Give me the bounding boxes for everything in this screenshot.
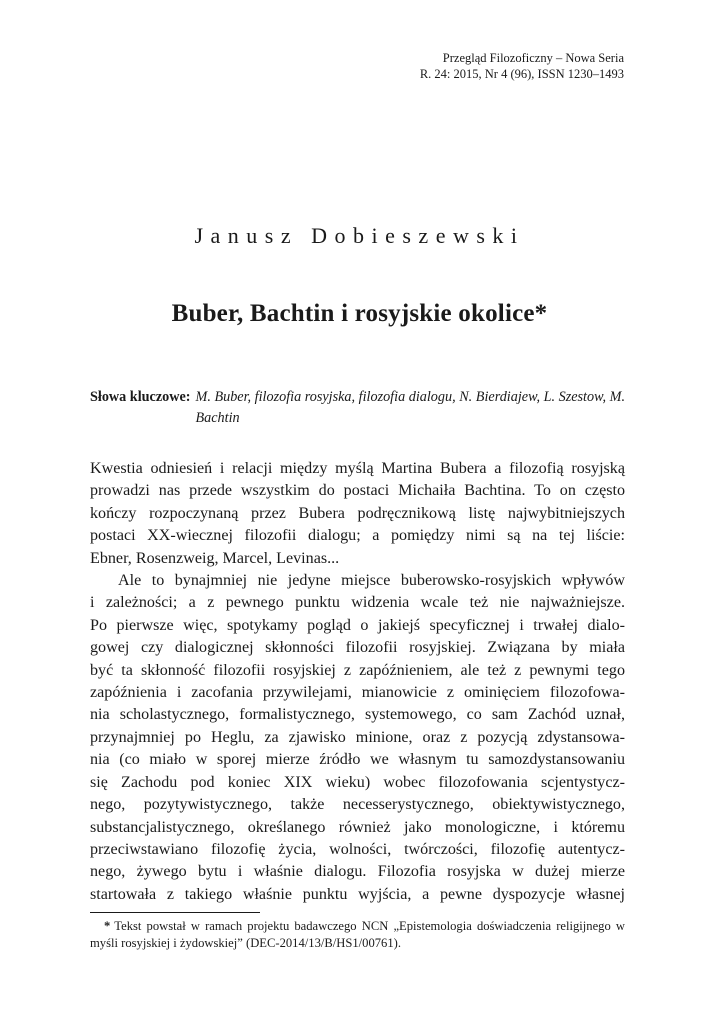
paragraph-1 <box>90 458 625 570</box>
text-line: prowadzi nas przede wszystkim do postaci Michaiła Bachtina. To on często <box>90 482 625 500</box>
text-line: być ta skłonność filozofii rosyjskiej z zapóźnieniem, ale też z pewnymi tego <box>90 661 625 679</box>
text-line: postaci XX-wiecznej filozofii dialogu; a pomiędzy nimi są na tej liście: <box>90 527 625 545</box>
text-line: substancjalistycznego, określanego również jako monologiczne, i któremu <box>90 818 625 836</box>
text-line: się Zachodu pod koniec XIX wieku) wobec filozofowania scjentystycz- <box>90 773 625 791</box>
footnote-mark: * <box>104 919 111 933</box>
keywords-text: M. Buber, filozofia rosyjska, filozofia dialogu, N. Bierdiajew, L. Szestow, M. Bachtin <box>195 389 625 426</box>
text-line: gowej czy dialogicznej skłonności filozofii rosyjskiej. Związana by miała <box>90 639 625 657</box>
text-line: przynajmniej po Heglu, za zjawisko minione, oraz z pozycją zdystansowa- <box>90 728 625 746</box>
paragraph-2 <box>90 570 625 906</box>
text-line: kończy rozpoczynaną przez Bubera podręcznikową listę najwybitniejszych <box>90 504 625 522</box>
keywords-block <box>90 387 625 429</box>
text-line: nego, żywego bytu i właśnie dialogu. Filozofia rosyjska w dużej mierze <box>90 863 625 881</box>
footnote <box>90 918 625 951</box>
text-line: nia (co miało w sporej mierze źródło we własnym tu samozdystansowaniu <box>90 751 625 769</box>
text-line: zapóźnienia i zacofania przywilejami, mianowicie z ominięciem filozofowa- <box>90 684 625 702</box>
text-line: Kwestia odniesień i relacji między myślą Martina Bubera a filozofią rosyjską <box>90 460 625 477</box>
journal-issue-info: R. 24: 2015, Nr 4 (96), ISSN 1230–1493 <box>419 67 624 81</box>
keywords-label: Słowa kluczowe: <box>90 389 191 405</box>
text-line: nego, pozytywistycznego, także necesserystycznego, obiektywistycznego, <box>90 796 625 814</box>
text-line: Po pierwsze więc, spotykamy pogląd o jakiejś specyficznej i trwałej dialo- <box>90 616 625 634</box>
text-line: przeciwstawiano filozofię życia, wolności, twórczości, filozofię autentycz- <box>90 840 625 858</box>
author-name: Janusz Dobieszewski <box>194 223 525 248</box>
article-title: Buber, Bachtin i rosyjskie okolice* <box>171 300 548 327</box>
text-line: i zależności; a z pewnego punktu widzenia wcale też nie najważniejsze. <box>90 594 625 612</box>
text-line: nia scholastycznego, formalistycznego, systemowego, co sam Zachód uznał, <box>90 706 625 724</box>
journal-title: Przegląd Filozoficzny – Nowa Seria <box>442 51 624 65</box>
footnote-text: Tekst powstał w ramach projektu badawczego NCN „Epistemologia doświadczenia religijnego w myśli rosyjskiej i żydowskiej” (DEC-2014/13/B/HS1/00761). <box>90 919 625 950</box>
text-line: Ale to bynajmniej nie jedyne miejsce buberowsko-rosyjskich wpływów <box>118 572 625 590</box>
text-line: Ebner, Rosenzweig, Marcel, Levinas... <box>90 549 340 567</box>
journal-header <box>420 50 624 82</box>
text-line: startowała z takiego właśnie punktu wyjścia, a pewne dyspozycje własnej <box>90 885 625 903</box>
footnote-divider <box>90 912 260 913</box>
article-body <box>90 458 625 906</box>
